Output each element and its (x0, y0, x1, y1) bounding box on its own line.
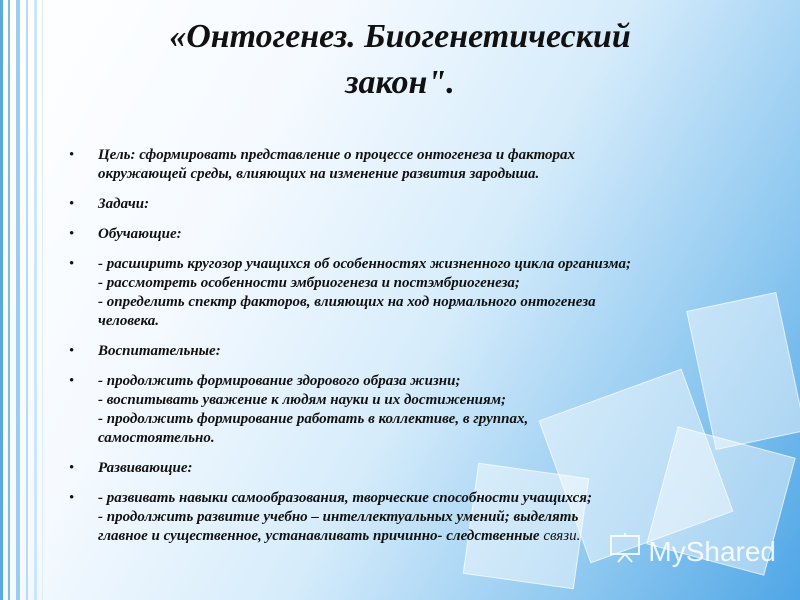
list-item (62, 195, 732, 214)
bullet-text: самостоятельно. (98, 430, 215, 446)
watermark (608, 531, 776, 572)
bullet-text: - расширить кругозор учащихся об особенностях жизненного цикла организма; (98, 256, 631, 272)
bullet-text: - развивать навыки самообразования, творческие способности учащихся; (98, 490, 593, 506)
bullet-text: Цель: сформировать представление о процессе онтогенеза и факторах (98, 147, 576, 163)
bullet-marker: • (69, 460, 75, 476)
bullet-text: - определить спектр факторов, влияющих на ход нормального онтогенеза (98, 294, 596, 310)
bullet-text-main: главное и существенное, устанавливать причинно- следственные (98, 528, 540, 544)
bullet-marker: • (69, 196, 75, 212)
bullet-marker: • (69, 147, 75, 163)
list-item (62, 255, 732, 331)
list-item (62, 372, 732, 448)
bullet-text-tail: связи. (539, 528, 581, 544)
bullet-text: Развивающие: (98, 460, 193, 476)
slide-title (60, 14, 740, 106)
bullet-marker: • (69, 256, 75, 272)
bullet-text: окружающей среды, влияющих на изменение развития зародыша. (98, 166, 540, 182)
watermark-text: MyShared (648, 535, 776, 567)
list-item (62, 225, 732, 244)
bullet-marker: • (69, 373, 75, 389)
bullet-text: - продолжить формирование работать в коллективе, в группах, (98, 411, 529, 427)
left-stripes-decoration (0, 0, 48, 600)
bullet-text: - продолжить формирование здорового образа жизни; (98, 373, 461, 389)
list-item (62, 342, 732, 361)
title-line: «Онтогенез. Биогенетический (169, 18, 631, 55)
bullet-text: - продолжить развитие учебно – интеллектуальных умений; выделять (98, 509, 579, 525)
presentation-board-icon (608, 531, 642, 572)
bullet-text: - воспитывать уважение к людям науки и их достижениям; (98, 392, 506, 408)
title-line: закон". (345, 64, 455, 101)
bullet-marker: • (69, 343, 75, 359)
bullet-text: человека. (98, 313, 160, 329)
bullet-text: Воспитательные: (98, 343, 221, 359)
list-item (62, 459, 732, 478)
list-item (62, 146, 732, 184)
bullet-text: Обучающие: (98, 226, 182, 242)
bullet-marker: • (69, 226, 75, 242)
bullet-marker: • (69, 490, 75, 506)
bullet-text: Задачи: (98, 196, 150, 212)
bullet-list (62, 146, 732, 557)
bullet-text: - рассмотреть особенности эмбриогенеза и постэмбриогенеза; (98, 275, 520, 291)
